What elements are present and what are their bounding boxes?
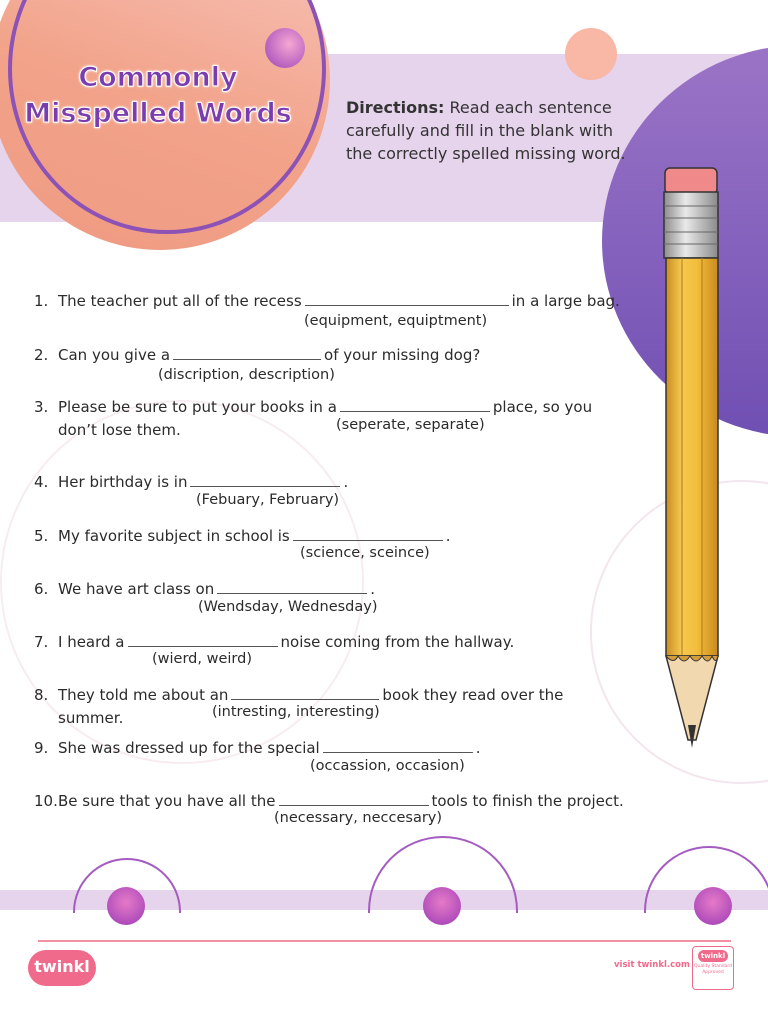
purple-dot-decoration [423, 887, 461, 925]
question-number: 5. [34, 527, 49, 545]
question-text-before: We have art class on [58, 580, 215, 598]
question-text-before: I heard a [58, 633, 125, 651]
answer-blank[interactable] [293, 526, 443, 541]
word-options: (necessary, neccesary) [274, 810, 443, 826]
answer-blank[interactable] [173, 345, 321, 360]
directions [346, 96, 626, 165]
title-line-2: Misspelled Words [24, 98, 292, 129]
question-text-after: tools to finish the project. [431, 792, 624, 810]
word-options: (wierd, weird) [152, 651, 252, 667]
word-options: (discription, description) [158, 367, 335, 383]
question-text-after: . [445, 527, 451, 545]
question-number: 7. [34, 633, 49, 651]
footer-divider [38, 940, 731, 942]
question-text-before: She was dressed up for the special [58, 739, 320, 757]
question-number: 3. [34, 398, 49, 416]
word-options: (occassion, occasion) [310, 758, 465, 774]
twinkl-logo[interactable]: twinkl [28, 950, 96, 986]
purple-dot-decoration [107, 887, 145, 925]
purple-dot-decoration [694, 887, 732, 925]
question-text-before: They told me about an [58, 686, 229, 704]
badge-text: Quality Standard Approved [694, 964, 732, 975]
question-number: 6. [34, 580, 49, 598]
question-number: 4. [34, 473, 49, 491]
answer-blank[interactable] [190, 472, 340, 487]
word-options: (Wendsday, Wednesday) [198, 599, 378, 615]
question-text-before: Her birthday is in [58, 473, 188, 491]
peach-dot-decoration [565, 28, 617, 80]
question-number: 8. [34, 686, 49, 704]
answer-blank[interactable] [340, 397, 490, 412]
word-options: (science, sceince) [300, 545, 430, 561]
answer-blank[interactable] [128, 632, 278, 647]
word-options: (Febuary, February) [196, 492, 340, 508]
question-number: 9. [34, 739, 49, 757]
word-options: (intresting, interesting) [212, 704, 380, 720]
question-text-after: . [343, 473, 349, 491]
title-line-1: Commonly [78, 62, 238, 93]
pencil-illustration [660, 160, 730, 760]
directions-text: Read each sentence carefully and fill in the blank with the correctly spelled missing word. [346, 98, 626, 163]
quality-badge [692, 946, 734, 990]
question-text-after: book they read over the summer. [58, 686, 564, 727]
question-text-before: Be sure that you have all the [58, 792, 276, 810]
question-number: 10. [34, 792, 58, 810]
question-number: 1. [34, 292, 49, 310]
question-number: 2. [34, 346, 49, 364]
question-text-before: The teacher put all of the recess [58, 292, 302, 310]
question-text-after: of your missing dog? [324, 346, 481, 364]
question-text-before: Please be sure to put your books in a [58, 398, 337, 416]
badge-title: twinkl [698, 950, 728, 962]
visit-link[interactable]: visit twinkl.com [614, 960, 690, 970]
word-options: (seperate, separate) [336, 417, 485, 433]
answer-blank[interactable] [323, 738, 473, 753]
question-text-after: noise coming from the hallway. [280, 633, 515, 651]
word-options: (equipment, equiptment) [304, 313, 488, 329]
question-text-after: . [475, 739, 481, 757]
question-text-after: . [370, 580, 375, 598]
question-text-after: in a large bag. [511, 292, 620, 310]
directions-label: Directions: [346, 98, 445, 117]
page-title [20, 60, 296, 132]
answer-blank[interactable] [231, 685, 379, 700]
question-text-before: Can you give a [58, 346, 171, 364]
answer-blank[interactable] [279, 791, 429, 806]
question-text-after: place, so you don’t lose them. [58, 398, 593, 439]
answer-blank[interactable] [305, 291, 509, 306]
question-text-before: My favorite subject in school is [58, 527, 290, 545]
answer-blank[interactable] [217, 579, 367, 594]
